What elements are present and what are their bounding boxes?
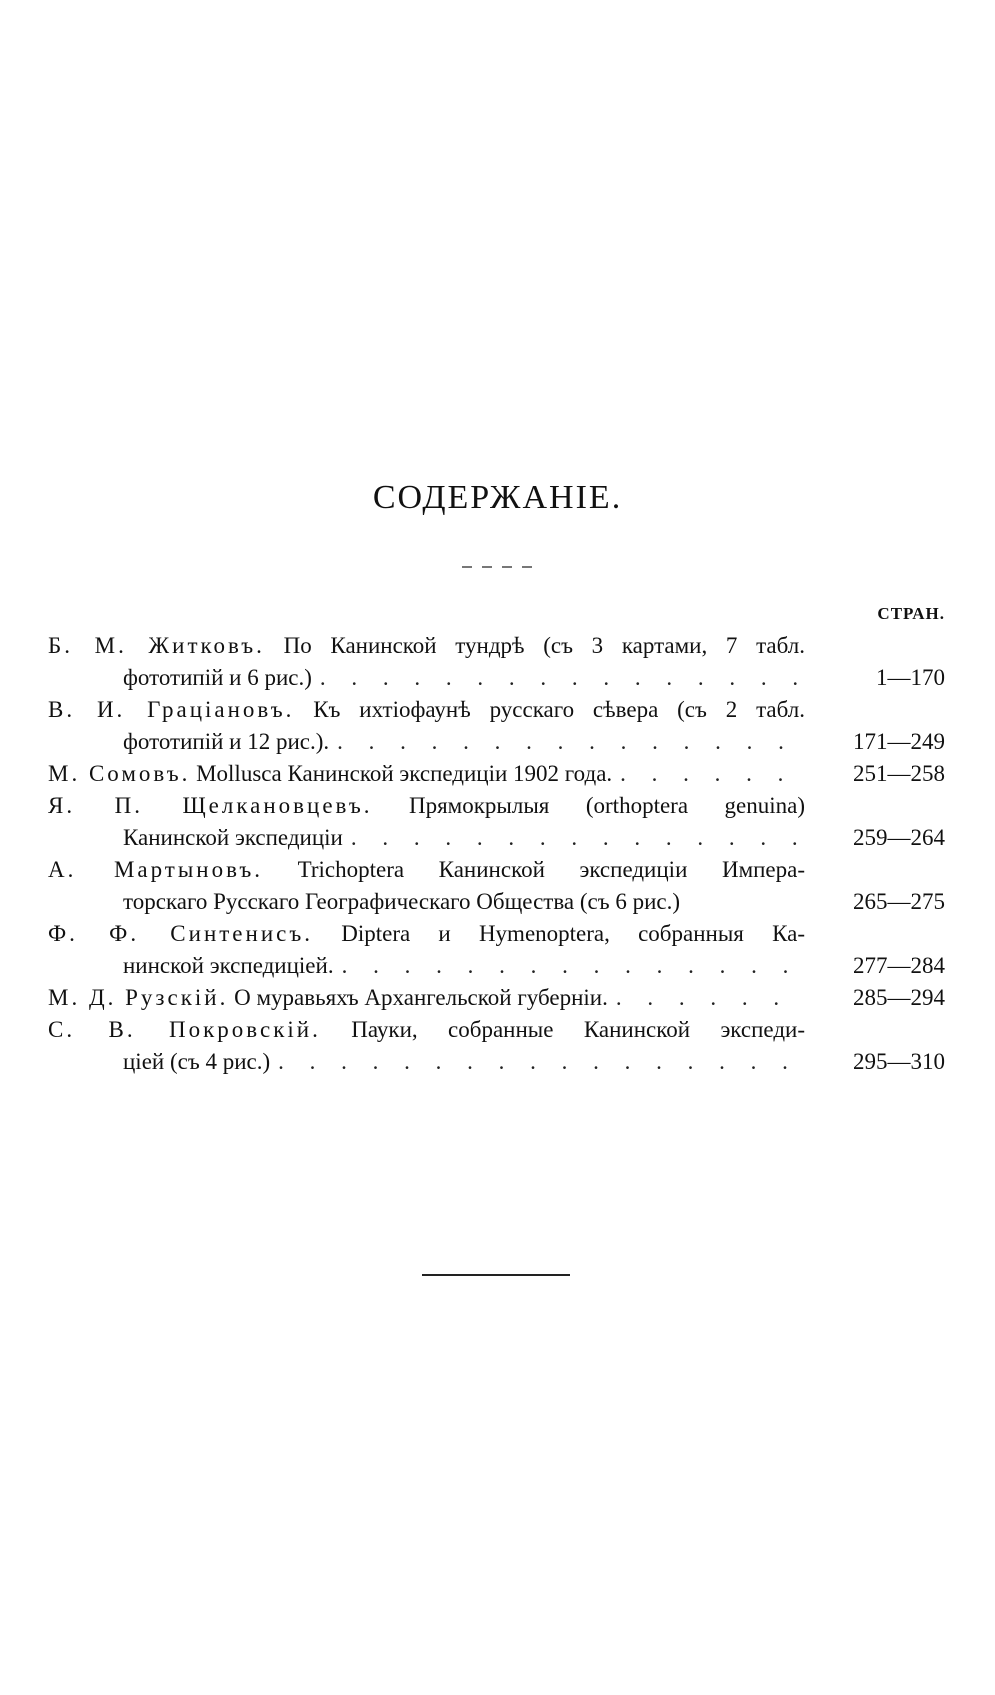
toc-page-range: 171—249 — [853, 729, 945, 754]
toc-entry-line — [48, 918, 805, 950]
toc-title-line: О муравьяхъ Архангельской губернiи. — [234, 985, 608, 1010]
toc-title-line: торскаго Русскаго Географическаго Общества (съ 6 рис.) — [123, 889, 681, 914]
toc-entry — [48, 790, 945, 854]
toc-author: С. В. Покровскiй. — [48, 1017, 321, 1042]
toc-entry-line — [48, 854, 805, 886]
table-of-contents — [48, 630, 945, 1078]
toc-author: М. Д. Рузскiй. — [48, 985, 229, 1010]
toc-page-range: 265—275 — [853, 889, 945, 914]
closing-rule — [422, 1274, 570, 1276]
dot-leader — [342, 950, 805, 982]
toc-entry — [48, 694, 945, 758]
toc-title-line: Diptera и Hymenoptera, собранныя Ка- — [341, 921, 805, 946]
toc-title-line: фототипiй и 12 рис.). — [123, 729, 330, 754]
toc-page-range: 277—284 — [853, 953, 945, 978]
toc-page-range: 251—258 — [853, 761, 945, 786]
toc-page-range: 285—294 — [853, 985, 945, 1010]
toc-title-line: Пауки, собранные Канинской экспеди- — [351, 1017, 805, 1042]
toc-entry-line — [48, 758, 805, 790]
toc-title-line: Канинской экспедицiи — [123, 825, 343, 850]
toc-entry — [48, 918, 945, 982]
toc-entry — [48, 630, 945, 694]
dot-leader — [337, 726, 805, 758]
toc-entry-line — [48, 886, 805, 918]
toc-entry-line — [48, 1014, 805, 1046]
toc-author: М. Сомовъ. — [48, 761, 191, 786]
toc-title-line: цiей (съ 4 рис.) — [123, 1049, 271, 1074]
toc-author: В. И. Грацiановъ. — [48, 697, 295, 722]
page-title: СОДЕРЖАНIЕ. — [372, 479, 623, 516]
toc-title-line: Прямокрылыя (orthoptera genuina) — [408, 793, 805, 818]
toc-entry — [48, 1014, 945, 1078]
toc-entry — [48, 982, 945, 1014]
toc-entry-line — [48, 694, 805, 726]
toc-title-line: Къ ихтiофаунѣ русскаго сѣвера (съ 2 табл. — [313, 697, 805, 722]
decorative-dash — [462, 566, 540, 568]
toc-author: А. Мартыновъ. — [48, 857, 264, 882]
dot-leader — [320, 662, 805, 694]
toc-entry-line — [48, 630, 805, 662]
toc-title-line: По Канинской тундрѣ (съ 3 картами, 7 табл. — [283, 633, 805, 658]
toc-entry-line — [48, 790, 805, 822]
toc-title-line: нинской экспедицiей. — [123, 953, 334, 978]
toc-entry-line — [48, 1046, 805, 1078]
toc-page-range: 295—310 — [853, 1049, 945, 1074]
dot-leader — [351, 822, 805, 854]
toc-title-line: Trichoptera Канинской экспедицiи Импера- — [297, 857, 805, 882]
toc-entry-line — [48, 950, 805, 982]
toc-page-range: 1—170 — [876, 665, 945, 690]
toc-author: Я. П. Щелкановцевъ. — [48, 793, 373, 818]
toc-author: Б. М. Житковъ. — [48, 633, 265, 658]
toc-author: Ф. Ф. Синтенисъ. — [48, 921, 313, 946]
dot-leader — [616, 982, 805, 1014]
toc-title-line: фототипiй и 6 рис.) — [123, 665, 312, 690]
toc-entry — [48, 854, 945, 918]
toc-page-range: 259—264 — [853, 825, 945, 850]
toc-entry — [48, 758, 945, 790]
dot-leader — [620, 758, 805, 790]
toc-entry-line — [48, 822, 805, 854]
toc-entry-line — [48, 726, 805, 758]
dot-leader — [278, 1046, 805, 1078]
pages-column-header: СТРАН. — [877, 604, 945, 623]
toc-entry-line — [48, 982, 805, 1014]
toc-title-line: Mollusca Канинской экспедицiи 1902 года. — [196, 761, 613, 786]
toc-entry-line — [48, 662, 805, 694]
